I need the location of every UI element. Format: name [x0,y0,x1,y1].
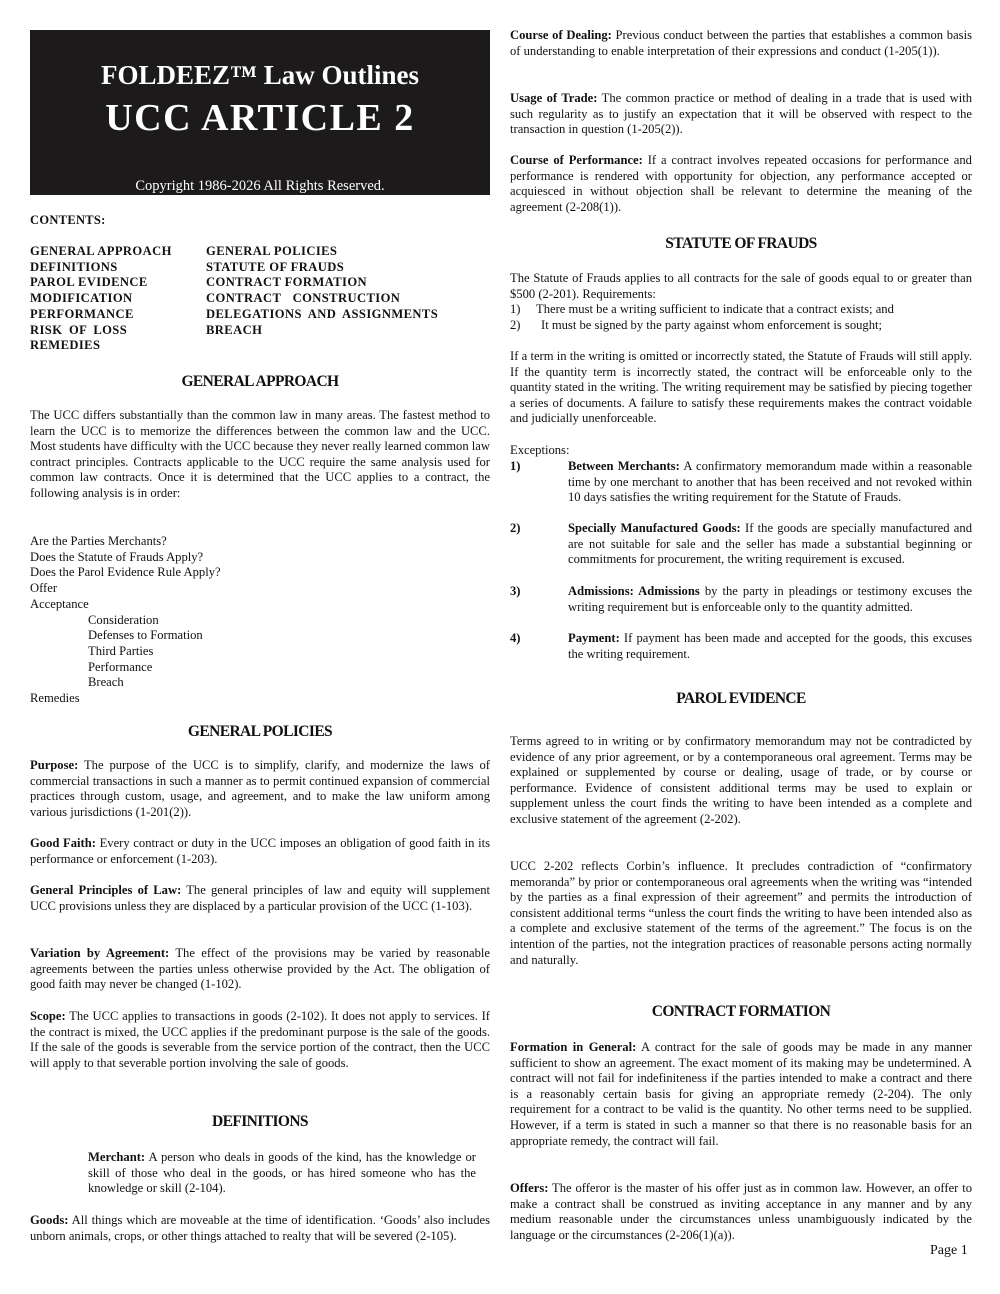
term-label: Offers: [510,1181,549,1195]
analysis-step: Does the Parol Evidence Rule Apply? [30,565,221,580]
term-text: A contract for the sale of goods may be made in any manner sufficient to show an agreement. The exact moment of its making may be undetermined. A contract will not fail for indefiniteness if the parties intended to make a contract and there is a reasonably certain basis for giving an appropriate remedy (2-204). The only requirement for a contract to be valid is the quantity. No other terms need to be supplied. However, if a term is stated in such a manner so that there is no reasonable basis for an appropriate remedy, the contract will fail. [510,1040,972,1148]
policy-purpose [30,758,490,820]
term-label: Variation by Agreement: [30,946,170,960]
term-text: The effect of the provisions may be varied by reasonable agreements between the parties unless otherwise provided by the Act. The obligation of good faith may never be changed (1-102). [30,946,490,992]
term-text: by the party in pleadings or testimony excuses the writing requirement but is enforceable only to the quantity admitted. [568,584,972,614]
section-heading-general-approach: GENERAL APPROACH [181,373,339,390]
definition-course-of-performance [510,153,972,215]
brand-title: FOLDEEZ™ Law Outlines [100,60,420,90]
analysis-sub-step: Breach [88,675,124,690]
policy-general-principles [30,883,490,914]
toc-item[interactable]: GENERAL APPROACH [30,244,172,258]
page-number: Page 1 [930,1243,968,1258]
term-label: Course of Performance: [510,153,643,167]
exception-text [568,631,972,662]
term-label: General Principles of Law: [30,883,182,897]
parol-evidence-paragraph-2: UCC 2-202 reflects Corbin’s influence. It precludes contradiction of “confirmatory memoranda” by prior or contemporaneous oral agreements when the writing was “intended by the parties as a final expression of their agreement” and permits the introduction of consistent additional terms “unless the court finds the writing to have been intended also as a complete and exclusive statement of the terms of the agreement.” The focus is on the intention of the parties, not the integration practices of reasonable persons acting normally and naturally. [510,859,972,967]
definition-merchant [88,1150,476,1197]
term-text: If the goods are specially manufactured and are not suitable for sale and the seller has made a substantial beginning or commitments for procurement, the writing requirement is excused. [568,521,972,567]
exception-text [568,521,972,568]
section-heading-statute-of-frauds: STATUTE OF FRAUDS [665,235,817,252]
analysis-sub-step: Third Parties [88,643,154,658]
policy-scope [30,1009,490,1071]
policy-good-faith [30,836,490,867]
term-text: The offeror is the master of his offer just as in common law. However, an offer to make a contract shall be construed as inviting acceptance in any manner and by any medium reasonable under the circumstances unless unambiguously indicated by the language or the circumstances (2-206(1)(a)). [510,1181,972,1242]
exception-text [568,459,972,506]
term-label: Good Faith: [30,836,96,850]
term-text: All things which are moveable at the time of identification. ‘Goods’ also includes unborn animals, crops, or other things attached to realty that will be severed (2-105). [30,1213,490,1243]
requirement-text: It must be signed by the party against whom enforcement is sought; [541,318,883,332]
toc-item[interactable]: RISK OF LOSS [30,322,128,337]
term-text: If payment has been made and accepted for the goods, this excuses the writing requirement. [568,631,972,661]
analysis-step: Does the Statute of Frauds Apply? [30,549,204,564]
exception-text [568,584,972,615]
requirement-number: 2) [510,318,521,332]
term-label: Formation in General: [510,1040,637,1054]
term-text: A confirmatory memorandum made within a reasonable time by one merchant to another that has been received and not revoked within 10 days satisfies the writing requirement for the Statute of Frauds. [568,459,972,505]
contents-title: CONTENTS: [30,213,106,227]
section-heading-definitions: DEFINITIONS [212,1113,308,1130]
exception-number: 4) [510,631,521,645]
formation-in-general [510,1040,972,1149]
exception-number: 1) [510,459,521,473]
analysis-step: Are the Parties Merchants? [30,534,167,548]
definition-usage-of-trade [510,91,972,138]
term-label: Usage of Trade: [510,91,598,105]
analysis-step: Offer [30,581,58,596]
term-label: Purpose: [30,758,79,772]
section-heading-parol-evidence: PAROL EVIDENCE [676,690,806,707]
analysis-sub-step: Performance [88,659,153,674]
sof-exception [510,459,972,506]
analysis-steps-list [30,534,490,707]
analysis-step: Acceptance [30,596,89,611]
contents-column-1 [30,244,206,354]
requirement-text: There must be a writing sufficient to indicate that a contract exists; and [536,302,894,316]
term-text: The purpose of the UCC is to simplify, clarify, and modernize the laws of commercial transactions in such a manner as to permit continued expansion of commercial practices through custom, usage, and agreement, and to make the law uniform among various jurisdictions (1-201(2)). [30,758,490,819]
parol-evidence-paragraph-1: Terms agreed to in writing or by confirmatory memorandum may not be contradicted by evidence of any prior agreement, or by a contemporaneous oral agreement. Terms may be explained or supplemented by course or dealing, usage of trade, or by course or performance. Evidence of consistent additional terms may be used to explain or supplement unless the court finds the writing to have been intended as a complete and exclusive statement of the agreement (2-202). [510,734,972,826]
policy-variation-by-agreement [30,946,490,993]
toc-item[interactable]: REMEDIES [30,338,101,353]
sof-paragraph: If a term in the writing is omitted or incorrectly stated, the Statute of Frauds will still apply. If the quantity term is incorrectly stated, the contract will be enforceable only to the quantity stated in the writing. The writing requirement may be satisfied by piecing together a series of documents. A failure to satisfy these requirements makes the contract voidable and judicially unenforceable. [510,349,972,426]
toc-item[interactable]: PAROL EVIDENCE [30,275,148,290]
toc-item[interactable]: PERFORMANCE [30,306,134,321]
term-text: The common practice or method of dealing in a trade that is used with such regularity as to justify an expectation that it will be observed with respect to the transaction in question (1-205(2)). [510,91,972,137]
term-text: Previous conduct between the parties that establishes a common basis of understanding to enable interpretation of their expressions and conduct (1-205(1)). [510,28,972,58]
analysis-step: Remedies [30,691,80,706]
term-text: The general principles of law and equity will supplement UCC provisions unless they are displaced by a particular provision of the UCC (1-103). [30,883,490,913]
term-text: The UCC applies to transactions in goods (2-102). It does not apply to services. If the contract is mixed, the UCC applies if the predominant purpose is the sale of the goods. If the sale of the goods is severable from the service portion of the contract, then the UCC will apply to that severable portion involving the sale of goods. [30,1009,490,1070]
exception-number: 2) [510,521,521,535]
definition-goods [30,1213,490,1244]
term-text: Every contract or duty in the UCC imposes an obligation of good faith in its performance or enforcement (1-203). [30,836,490,866]
term-label: Scope: [30,1009,66,1023]
term-text: If a contract involves repeated occasions for performance and performance is rendered with opportunity for objection, any performance accepted or acquiesced in without objection shall be relevant to determine the meaning of the agreement (2-208(1)). [510,153,972,214]
section-heading-general-policies: GENERAL POLICIES [187,723,333,740]
offers-paragraph [510,1181,972,1243]
term-label: Between Merchants: [568,459,680,473]
toc-item[interactable]: DELEGATIONS AND ASSIGNMENTS [206,306,439,321]
toc-item[interactable]: CONTRACT FORMATION [206,275,368,290]
section-heading-contract-formation: CONTRACT FORMATION [651,1003,831,1020]
sof-requirement [510,302,972,318]
analysis-sub-step: Defenses to Formation [88,628,203,643]
term-label: Payment: [568,631,620,645]
general-approach-text: The UCC differs substantially than the common law in many areas. The fastest method to learn the UCC is to memorize the differences between the common law and the UCC. Most students have difficulty with the UCC because they never really learned common law contract principles. Contracts applicable to the UCC require the same analysis used for common law contracts. Once it is determined that the UCC applies to a contract, the following analysis is in order: [30,408,490,500]
sof-exception [510,631,972,662]
exceptions-label: Exceptions: [510,443,570,457]
document-title: UCC ARTICLE 2 [105,97,415,139]
term-label: Merchant: [88,1150,146,1164]
copyright-notice: Copyright 1986-2026 All Rights Reserved. [135,178,385,194]
toc-item[interactable]: STATUTE OF FRAUDS [206,259,345,274]
sof-exception [510,521,972,568]
toc-item[interactable]: MODIFICATION [30,291,133,306]
requirement-number: 1) [510,302,521,316]
toc-item[interactable]: BREACH [206,322,263,337]
toc-item[interactable]: CONTRACT CONSTRUCTION [206,291,401,306]
analysis-sub-step: Consideration [88,612,159,627]
term-label: Goods: [30,1213,69,1227]
toc-item[interactable]: GENERAL POLICIES [206,244,338,258]
definition-course-of-dealing [510,28,972,59]
term-label: Course of Dealing: [510,28,612,42]
contents-column-2 [206,244,490,338]
term-text: A person who deals in goods of the kind, has the knowledge or skill of those who deal in the goods, or has hired someone who has the knowledge or skill (2-104). [88,1150,476,1196]
sof-intro: The Statute of Frauds applies to all contracts for the sale of goods equal to or greater than $500 (2-201). Requirements: [510,271,972,301]
term-label: Specially Manufactured Goods: [568,521,741,535]
term-label: Admissions: Admissions [568,584,700,598]
exception-number: 3) [510,584,521,598]
toc-item[interactable]: DEFINITIONS [30,259,118,274]
sof-exception [510,584,972,615]
sof-requirement [510,318,972,334]
title-banner [30,30,490,195]
